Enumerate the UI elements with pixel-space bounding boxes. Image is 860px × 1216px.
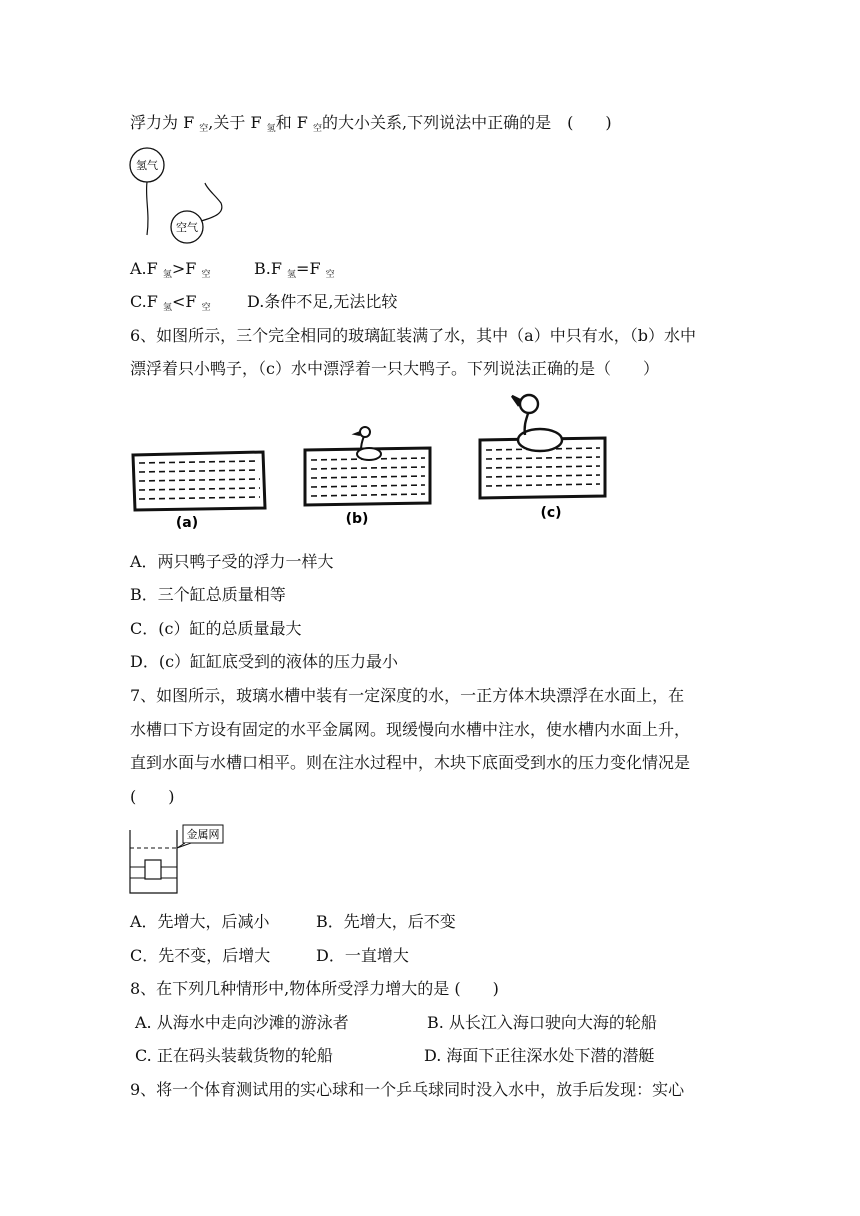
q8-option-b: B. 从长江入海口驶向大海的轮船 [427, 1013, 657, 1032]
q7-option-d: D．一直增大 [316, 946, 409, 965]
small-duck-icon [355, 427, 381, 460]
q6-stem-line2: 漂浮着只小鸭子，（c）水中漂浮着一只大鸭子。下列说法正确的是（ ） [130, 359, 659, 378]
q6-stem-line1: 6、如图所示，三个完全相同的玻璃缸装满了水，其中（a）中只有水，（b）水中 [130, 326, 696, 345]
q8-option-d: D. 海面下正往深水处下潜的潜艇 [424, 1046, 655, 1065]
q6-option-d: D．(c）缸缸底受到的液体的压力最小 [130, 652, 399, 671]
balloon-figure [125, 143, 235, 248]
text: B.F [254, 259, 288, 278]
trough-figure [125, 820, 235, 900]
subscript: 空 [199, 124, 209, 134]
text: >F [171, 259, 202, 278]
text: ,关于 F [208, 113, 267, 132]
q7-stem-line3: 直到水面与水槽口相平。则在注水过程中，木块下底面受到水的压力变化情况是 [130, 753, 691, 772]
q6-option-b: B．三个缸总质量相等 [130, 585, 286, 604]
tanks-figure [125, 390, 625, 535]
subscript: 氢 [162, 303, 172, 313]
text: =F [296, 259, 326, 278]
subscript: 氢 [162, 270, 172, 280]
q8-option-a: A. 从海水中走向沙滩的游泳者 [135, 1013, 349, 1032]
q7-stem-line2: 水槽口下方设有固定的水平金属网。现缓慢向水槽中注水，使水槽内水面上升， [130, 720, 691, 739]
big-duck-icon [512, 395, 562, 451]
q5-stem [130, 113, 612, 139]
q7-stem-line1: 7、如图所示，玻璃水槽中装有一定深度的水，一正方体木块漂浮在水面上，在 [130, 686, 685, 705]
text: A.F [130, 259, 163, 278]
q5-option-b [254, 259, 335, 285]
tank-b-label: (b) [345, 511, 369, 527]
q8-stem: 8、在下列几种情形中,物体所受浮力增大的是 ( ) [130, 979, 499, 998]
q6-option-c: C．(c）缸的总质量最大 [130, 619, 302, 638]
q9-stem-line1: 9、将一个体育测试用的实心球和一个乒乓球同时没入水中，放手后发现：实心 [130, 1080, 685, 1099]
tank-a-label: (a) [175, 515, 199, 531]
balloon-air-label: 空气 [176, 221, 198, 234]
q7-stem-line4: ( ) [130, 787, 175, 806]
text: 浮力为 F [130, 113, 200, 132]
tank-c-label: (c) [540, 505, 562, 521]
subscript: 空 [312, 124, 322, 134]
q6-option-a: A．两只鸭子受的浮力一样大 [130, 552, 334, 571]
q8-option-c: C. 正在码头装载货物的轮船 [135, 1046, 333, 1065]
subscript: 空 [325, 270, 335, 280]
q5-option-c [130, 292, 211, 318]
subscript: 氢 [266, 124, 276, 134]
q7-option-a: A．先增大，后减小 [130, 912, 270, 931]
wood-block [145, 860, 161, 879]
text: <F [171, 292, 202, 311]
q7-option-c: C．先不变，后增大 [130, 946, 271, 965]
tank-a [133, 452, 265, 531]
subscript: 空 [201, 270, 211, 280]
balloon-hydrogen-label: 氢气 [136, 159, 158, 172]
q5-option-d: D.条件不足,无法比较 [247, 292, 398, 311]
metal-net-label: 金属网 [186, 828, 220, 841]
subscript: 空 [201, 303, 211, 313]
text: 的大小关系,下列说法中正确的是 ( ) [321, 113, 612, 132]
q7-option-b: B．先增大，后不变 [316, 912, 456, 931]
subscript: 氢 [287, 270, 297, 280]
text: 和 F [275, 113, 313, 132]
text: C.F [130, 292, 163, 311]
tank-b [305, 427, 430, 527]
tank-c [480, 395, 605, 521]
q5-option-a [130, 259, 210, 285]
